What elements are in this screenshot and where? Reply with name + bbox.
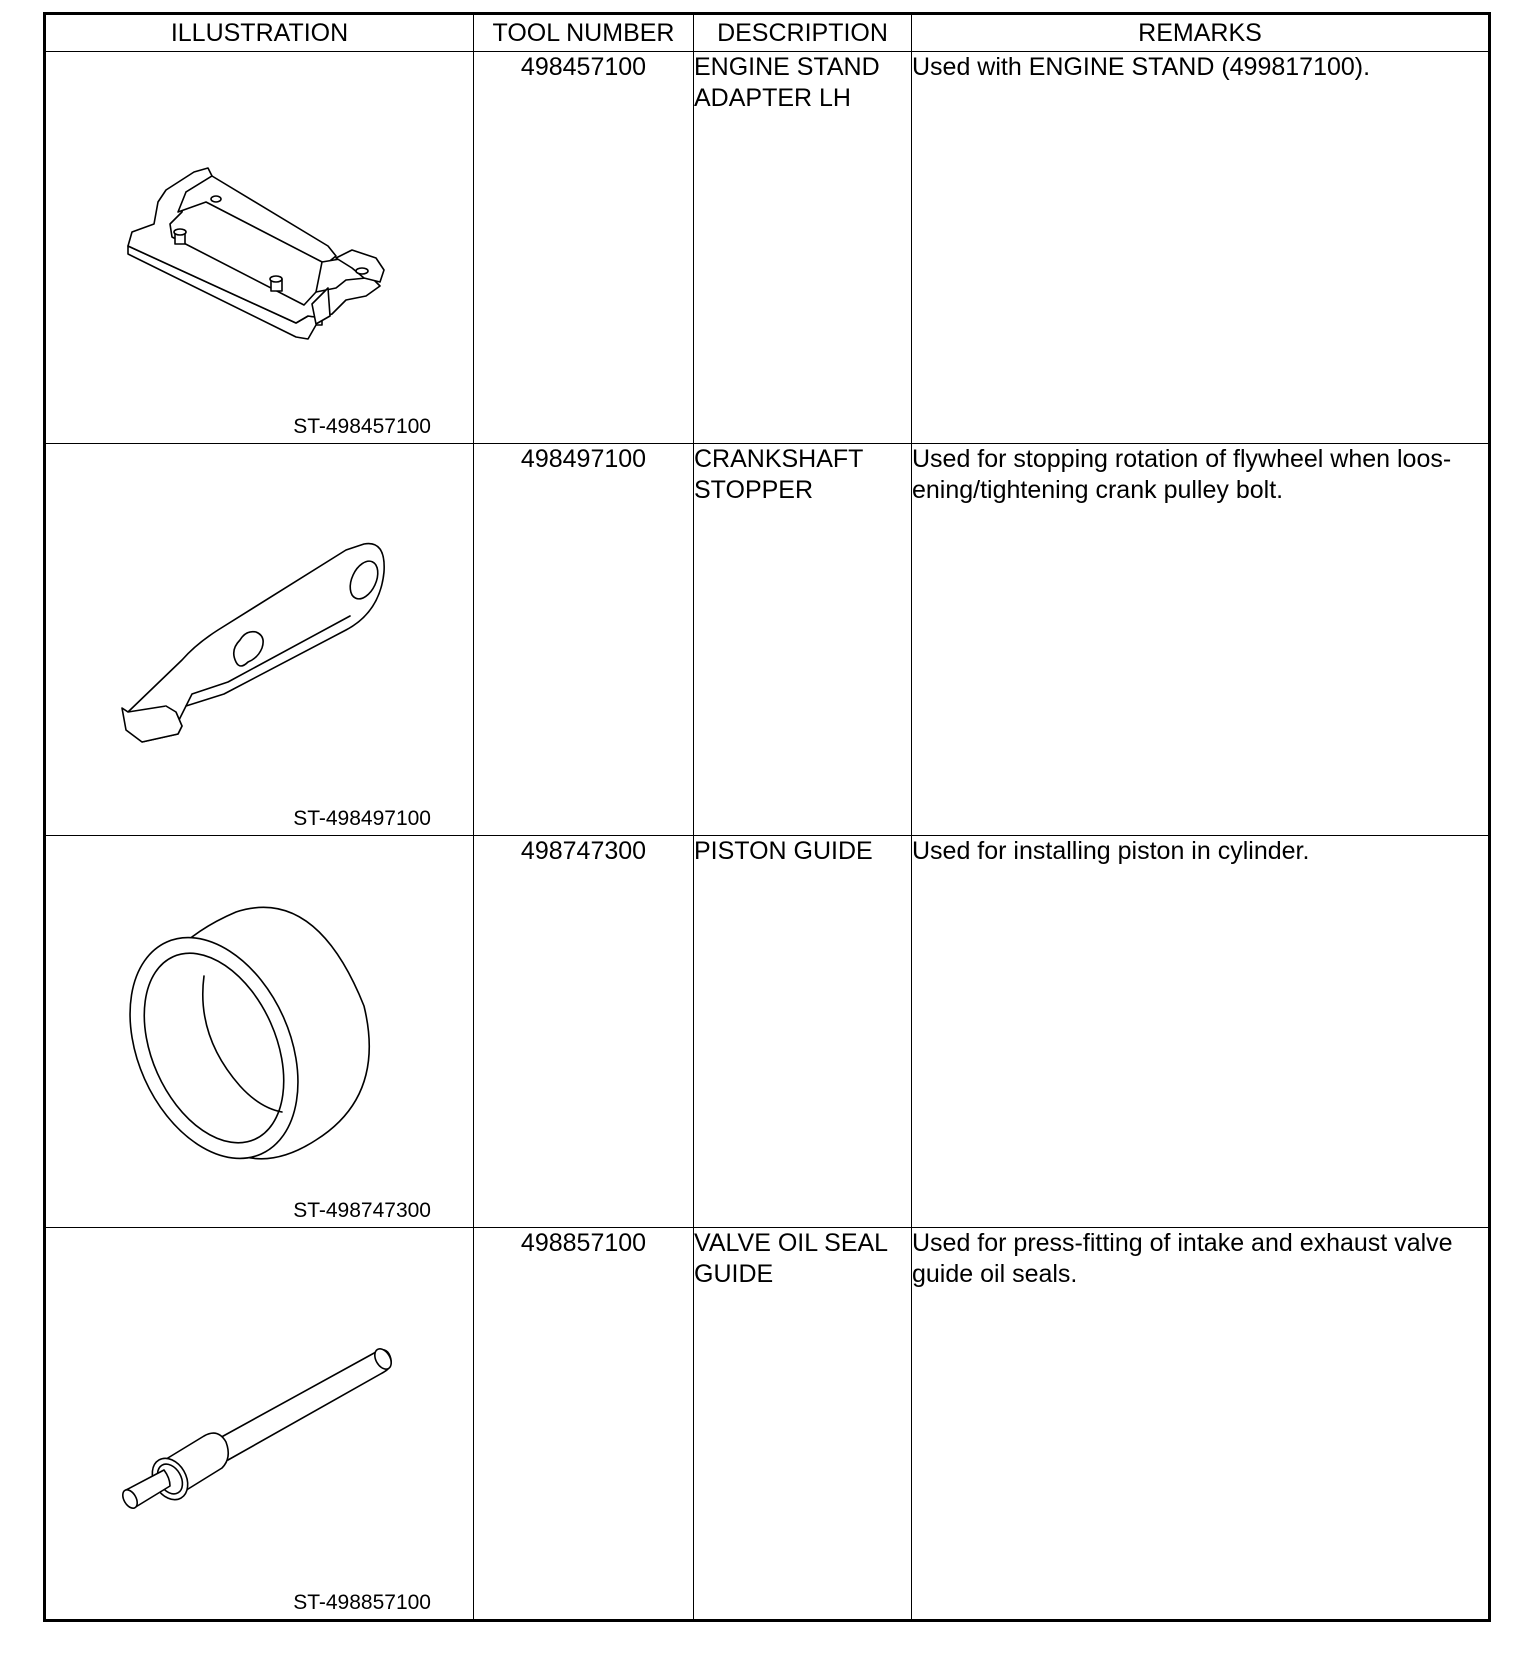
header-illustration: ILLUSTRATION <box>45 14 474 52</box>
description-cell: CRANKSHAFT STOPPER <box>694 444 912 836</box>
tool-number-cell: 498457100 <box>474 52 694 444</box>
illustration-label: ST-498857100 <box>293 1591 431 1614</box>
description-cell: VALVE OIL SEAL GUIDE <box>694 1228 912 1621</box>
remarks-cell: Used for stopping rotation of flywheel when loos-ening/tightening crank pulley bolt. <box>912 444 1490 836</box>
header-row <box>45 14 1490 52</box>
table-row <box>45 1228 1490 1621</box>
engine-stand-adapter-icon <box>46 52 475 443</box>
table-row <box>45 52 1490 444</box>
table-row <box>45 444 1490 836</box>
tool-number-cell: 498747300 <box>474 836 694 1228</box>
illustration-cell <box>45 1228 474 1621</box>
illustration-cell <box>45 444 474 836</box>
illustration-label: ST-498497100 <box>293 807 431 830</box>
description-cell: PISTON GUIDE <box>694 836 912 1228</box>
special-tools-table <box>43 12 1491 1622</box>
illustration-label: ST-498457100 <box>293 415 431 438</box>
piston-guide-icon <box>46 836 475 1227</box>
illustration-cell <box>45 836 474 1228</box>
valve-oil-seal-guide-icon <box>46 1228 475 1619</box>
table-row <box>45 836 1490 1228</box>
header-tool-number: TOOL NUMBER <box>474 14 694 52</box>
remarks-cell: Used with ENGINE STAND (499817100). <box>912 52 1490 444</box>
illustration-cell <box>45 52 474 444</box>
header-description: DESCRIPTION <box>694 14 912 52</box>
crankshaft-stopper-icon <box>46 444 475 835</box>
remarks-cell: Used for installing piston in cylinder. <box>912 836 1490 1228</box>
description-cell: ENGINE STAND ADAPTER LH <box>694 52 912 444</box>
tool-number-cell: 498857100 <box>474 1228 694 1621</box>
tool-number-cell: 498497100 <box>474 444 694 836</box>
illustration-label: ST-498747300 <box>293 1199 431 1222</box>
remarks-cell: Used for press-fitting of intake and exhaust valve guide oil seals. <box>912 1228 1490 1621</box>
header-remarks: REMARKS <box>912 14 1490 52</box>
